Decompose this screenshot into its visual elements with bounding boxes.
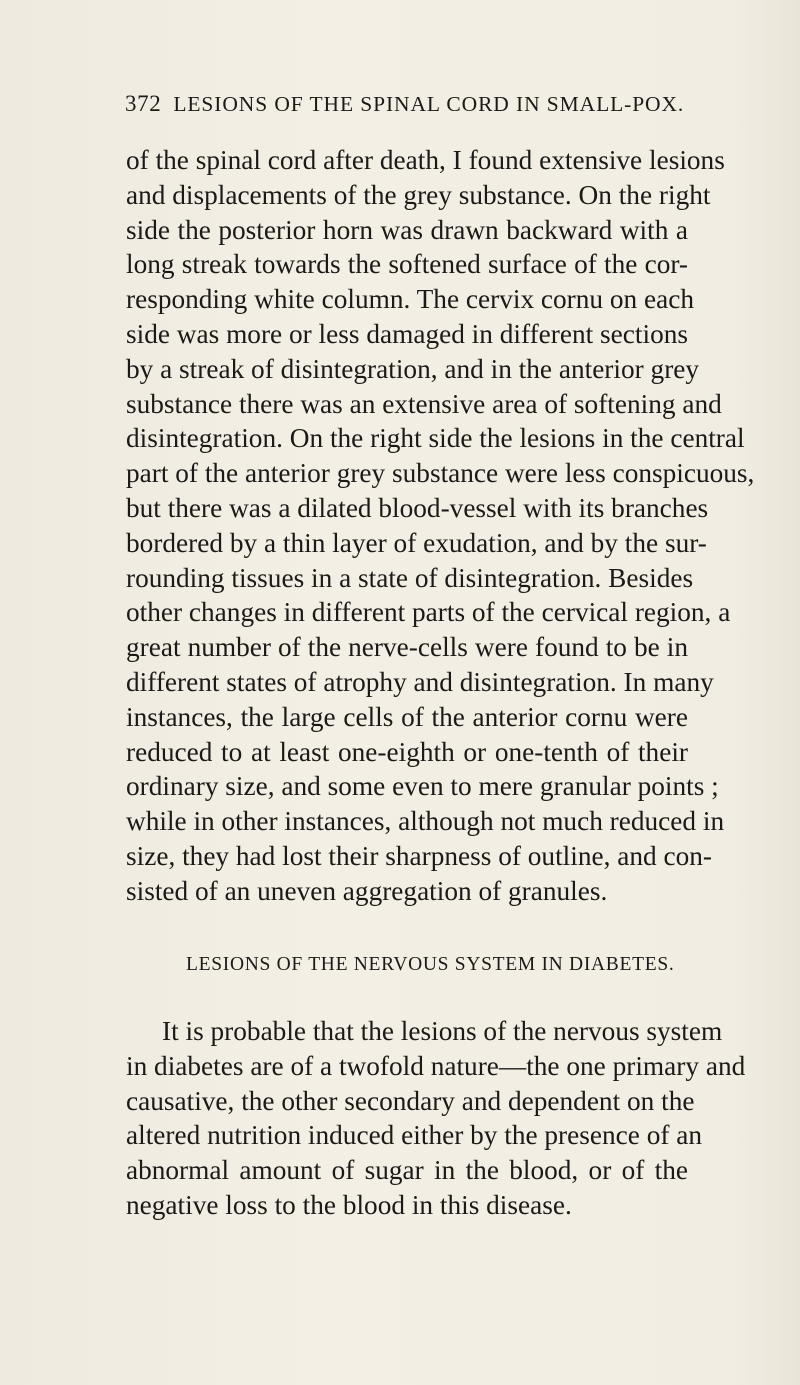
text-line: of the spinal cord after death, I found extensive lesions xyxy=(126,145,725,175)
text-line: responding white column. The cervix cornu on each xyxy=(126,284,695,315)
text-line: It is probable that the lesions of the nervous system xyxy=(162,1016,723,1046)
text-line: in diabetes are of a twofold nature—the one primary and xyxy=(126,1050,746,1081)
text-line: while in other instances, although not much reduced in xyxy=(126,806,725,837)
paragraph-1 xyxy=(126,143,755,909)
text-line: other changes in different parts of the cervical region, a xyxy=(126,597,731,628)
running-head xyxy=(125,91,685,123)
text-line: different states of atrophy and disintegration. In many xyxy=(126,666,714,697)
text-line: altered nutrition induced either by the presence of an xyxy=(126,1120,703,1151)
text-line: ordinary size, and some even to mere granular points ; xyxy=(126,771,719,802)
page-number: 372 xyxy=(125,91,162,116)
text-line: rounding tissues in a state of disintegration. Besides xyxy=(126,562,694,593)
text-line: disintegration. On the right side the lesions in the central xyxy=(126,423,745,454)
text-line: great number of the nerve-cells were found to be in xyxy=(126,632,688,663)
text-line: sisted of an uneven aggregation of granules. xyxy=(126,875,608,906)
section-heading: LESIONS OF THE NERVOUS SYSTEM IN DIABETES. xyxy=(186,954,675,975)
text-line: part of the anterior grey substance were less conspicuous, xyxy=(126,458,755,489)
text-line: negative loss to the blood in this disease. xyxy=(126,1189,572,1220)
text-line: side was more or less damaged in different sections xyxy=(126,318,688,349)
running-title: LESIONS OF THE SPINAL CORD IN SMALL-POX. xyxy=(173,92,685,116)
text-line: long streak towards the softened surface of the cor- xyxy=(126,249,688,280)
text-line: bordered by a thin layer of exudation, and by the sur- xyxy=(126,527,707,558)
paragraph-2 xyxy=(126,1014,746,1223)
text-line: size, they had lost their sharpness of outline, and con- xyxy=(126,840,712,871)
text-line: substance there was an extensive area of softening and xyxy=(126,388,722,419)
text-line: side the posterior horn was drawn backward with a xyxy=(126,214,688,245)
text-line: reduced to at least one-eighth or one-tenth of their xyxy=(126,736,688,767)
text-line: and displacements of the grey substance. On the right xyxy=(126,179,711,210)
text-line: abnormal amount of sugar in the blood, or of the xyxy=(126,1155,688,1186)
text-line: but there was a dilated blood-vessel with its branches xyxy=(126,492,709,523)
text-line: instances, the large cells of the anterior cornu were xyxy=(126,701,688,732)
text-line: by a streak of disintegration, and in the anterior grey xyxy=(126,353,700,384)
text-line: causative, the other secondary and dependent on the xyxy=(126,1085,695,1116)
